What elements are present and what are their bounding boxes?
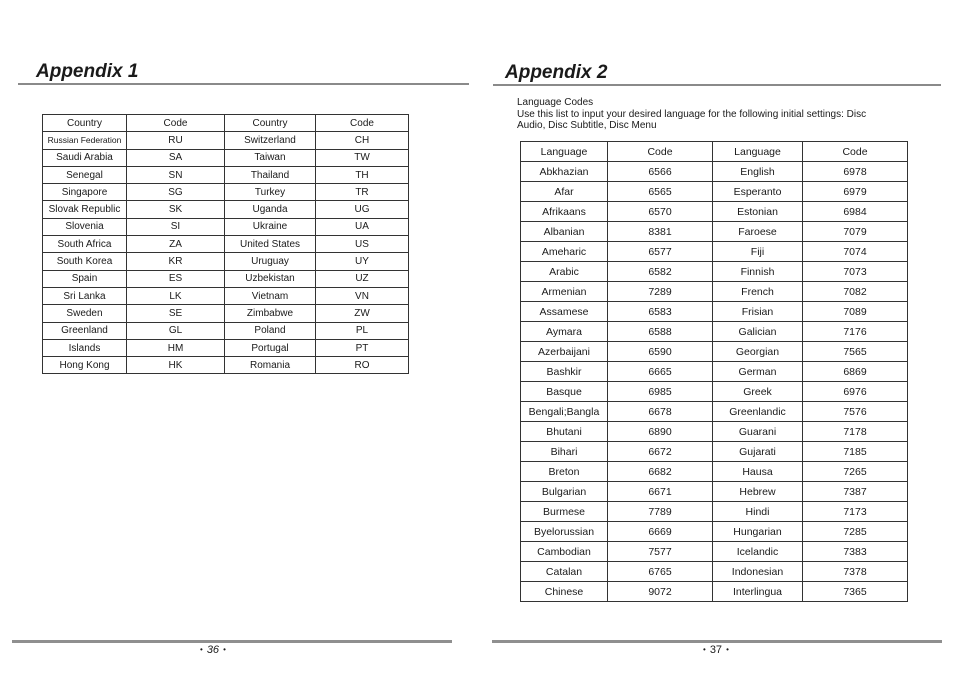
page-title-appendix-2: Appendix 2 [505,62,608,83]
name-cell: Esperanto [713,182,803,202]
name-cell: Galician [713,322,803,342]
name-cell: Ukraine [225,218,316,235]
code-cell: 7383 [803,542,908,562]
footer-rule-left [12,640,452,643]
code-cell: KR [127,253,225,270]
name-cell: Hebrew [713,482,803,502]
code-cell: 7185 [803,442,908,462]
name-cell: Spain [43,270,127,287]
name-cell: Bulgarian [521,482,608,502]
table-row [521,562,908,582]
table-row [521,182,908,202]
code-cell: 7173 [803,502,908,522]
name-cell: Zimbabwe [225,305,316,322]
table-row [521,482,908,502]
name-cell: Hindi [713,502,803,522]
code-cell: 7079 [803,222,908,242]
name-cell: Greek [713,382,803,402]
column-header: Language [521,142,608,162]
name-cell: Chinese [521,582,608,602]
code-cell: 7285 [803,522,908,542]
code-cell: 6671 [608,482,713,502]
code-cell: 8381 [608,222,713,242]
name-cell: Abkhazian [521,162,608,182]
code-cell: 6765 [608,562,713,582]
code-cell: 6678 [608,402,713,422]
code-cell: UY [316,253,409,270]
code-cell: 7387 [803,482,908,502]
name-cell: Armenian [521,282,608,302]
name-cell: Uzbekistan [225,270,316,287]
code-cell: SN [127,166,225,183]
table-row [521,422,908,442]
code-cell: 6588 [608,322,713,342]
header-rule-left [18,83,469,85]
code-cell: US [316,236,409,253]
name-cell: Russian Federation [43,132,127,149]
code-cell: 7365 [803,582,908,602]
code-cell: TW [316,149,409,166]
table-row [521,222,908,242]
code-cell: RU [127,132,225,149]
table-row [521,362,908,382]
column-header: Code [608,142,713,162]
code-cell: 7074 [803,242,908,262]
column-header: Code [803,142,908,162]
name-cell: Cambodian [521,542,608,562]
name-cell: Singapore [43,184,127,201]
name-cell: Aymara [521,322,608,342]
name-cell: Sweden [43,305,127,322]
code-cell: 7577 [608,542,713,562]
name-cell: South Africa [43,236,127,253]
code-cell: 7089 [803,302,908,322]
name-cell: Icelandic [713,542,803,562]
table-row [521,282,908,302]
name-cell: Georgian [713,342,803,362]
code-cell: UG [316,201,409,218]
name-cell: Frisian [713,302,803,322]
code-cell: PL [316,322,409,339]
code-cell: 6590 [608,342,713,362]
name-cell: Fiji [713,242,803,262]
code-cell: SE [127,305,225,322]
name-cell: Switzerland [225,132,316,149]
name-cell: Bhutani [521,422,608,442]
table-row [43,253,409,270]
table-header-row [521,142,908,162]
name-cell: Byelorussian [521,522,608,542]
code-cell: 7378 [803,562,908,582]
code-cell: 6869 [803,362,908,382]
code-cell: SI [127,218,225,235]
name-cell: Greenland [43,322,127,339]
language-code-table [520,141,908,602]
table-row [521,442,908,462]
code-cell: 7265 [803,462,908,482]
name-cell: Basque [521,382,608,402]
name-cell: Bihari [521,442,608,462]
code-cell: ZA [127,236,225,253]
bullet-icon: • [200,645,203,655]
bullet-icon: • [703,645,706,655]
name-cell: Islands [43,339,127,356]
code-cell: 7576 [803,402,908,422]
code-cell: ES [127,270,225,287]
intro-heading: Language Codes [517,97,594,108]
name-cell: Afar [521,182,608,202]
name-cell: South Korea [43,253,127,270]
name-cell: Burmese [521,502,608,522]
code-cell: 6665 [608,362,713,382]
name-cell: Finnish [713,262,803,282]
name-cell: Hungarian [713,522,803,542]
name-cell: Bengali;Bangla [521,402,608,422]
table-row [43,305,409,322]
name-cell: Arabic [521,262,608,282]
code-cell: 6570 [608,202,713,222]
table-row [521,302,908,322]
code-cell: 6976 [803,382,908,402]
country-code-table [42,114,409,374]
code-cell: 6565 [608,182,713,202]
code-cell: ZW [316,305,409,322]
name-cell: Faroese [713,222,803,242]
name-cell: Albanian [521,222,608,242]
code-cell: 6979 [803,182,908,202]
table-row [521,202,908,222]
code-cell: 7176 [803,322,908,342]
code-cell: TH [316,166,409,183]
name-cell: Hong Kong [43,357,127,374]
column-header: Country [225,115,316,132]
code-cell: 6583 [608,302,713,322]
name-cell: Saudi Arabia [43,149,127,166]
name-cell: Guarani [713,422,803,442]
code-cell: 7082 [803,282,908,302]
table-row [521,502,908,522]
name-cell: Greenlandic [713,402,803,422]
name-cell: Slovenia [43,218,127,235]
code-cell: VN [316,287,409,304]
page-number-text: 37 [709,644,723,656]
name-cell: United States [225,236,316,253]
table-row [521,342,908,362]
page-number-left [196,645,230,656]
code-cell: 7073 [803,262,908,282]
footer-rule-right [492,640,942,643]
code-cell: 6582 [608,262,713,282]
code-cell: SA [127,149,225,166]
table-row [521,262,908,282]
column-header: Language [713,142,803,162]
name-cell: Afrikaans [521,202,608,222]
bullet-icon: • [726,645,729,655]
name-cell: German [713,362,803,382]
name-cell: French [713,282,803,302]
table-row [43,184,409,201]
table-row [521,582,908,602]
code-cell: TR [316,184,409,201]
table-row [43,201,409,218]
page-title-appendix-1: Appendix 1 [36,61,139,82]
table-row [43,357,409,374]
code-cell: SG [127,184,225,201]
code-cell: 7289 [608,282,713,302]
name-cell: Senegal [43,166,127,183]
code-cell: 6890 [608,422,713,442]
table-row [521,162,908,182]
table-row [521,322,908,342]
code-cell: HM [127,339,225,356]
name-cell: Indonesian [713,562,803,582]
code-cell: 6577 [608,242,713,262]
code-cell: 6978 [803,162,908,182]
name-cell: Bashkir [521,362,608,382]
code-cell: 7565 [803,342,908,362]
table-row [43,236,409,253]
column-header: Code [127,115,225,132]
code-cell: GL [127,322,225,339]
table-row [43,270,409,287]
name-cell: Assamese [521,302,608,322]
bullet-icon: • [223,645,226,655]
code-cell: 6566 [608,162,713,182]
code-cell: UZ [316,270,409,287]
name-cell: Uganda [225,201,316,218]
code-cell: 7789 [608,502,713,522]
name-cell: Gujarati [713,442,803,462]
code-cell: PT [316,339,409,356]
name-cell: Poland [225,322,316,339]
table-row [43,132,409,149]
code-cell: 7178 [803,422,908,442]
code-cell: SK [127,201,225,218]
code-cell: 6984 [803,202,908,222]
name-cell: English [713,162,803,182]
name-cell: Slovak Republic [43,201,127,218]
name-cell: Interlingua [713,582,803,602]
name-cell: Vietnam [225,287,316,304]
table-row [43,287,409,304]
code-cell: 6669 [608,522,713,542]
language-codes-intro [517,97,877,132]
table-row [521,522,908,542]
name-cell: Turkey [225,184,316,201]
name-cell: Romania [225,357,316,374]
code-cell: HK [127,357,225,374]
name-cell: Ameharic [521,242,608,262]
code-cell: 6985 [608,382,713,402]
table-row [43,339,409,356]
table-row [521,242,908,262]
name-cell: Catalan [521,562,608,582]
table-row [521,462,908,482]
page-number-right [699,645,733,656]
table-header-row [43,115,409,132]
name-cell: Estonian [713,202,803,222]
table-row [43,322,409,339]
column-header: Code [316,115,409,132]
name-cell: Hausa [713,462,803,482]
name-cell: Azerbaijani [521,342,608,362]
name-cell: Thailand [225,166,316,183]
column-header: Country [43,115,127,132]
code-cell: CH [316,132,409,149]
code-cell: 6682 [608,462,713,482]
table-row [43,149,409,166]
table-row [43,166,409,183]
table-row [521,402,908,422]
table-row [43,218,409,235]
header-rule-right [493,84,941,86]
name-cell: Breton [521,462,608,482]
name-cell: Sri Lanka [43,287,127,304]
page-number-text: 36 [206,644,220,656]
name-cell: Taiwan [225,149,316,166]
code-cell: LK [127,287,225,304]
name-cell: Portugal [225,339,316,356]
code-cell: 6672 [608,442,713,462]
code-cell: 9072 [608,582,713,602]
code-cell: RO [316,357,409,374]
code-cell: UA [316,218,409,235]
name-cell: Uruguay [225,253,316,270]
table-row [521,382,908,402]
intro-text: Use this list to input your desired language for the following initial settings: Disc Audio, Disc Subtitle, Disc Menu [517,108,867,131]
table-row [521,542,908,562]
